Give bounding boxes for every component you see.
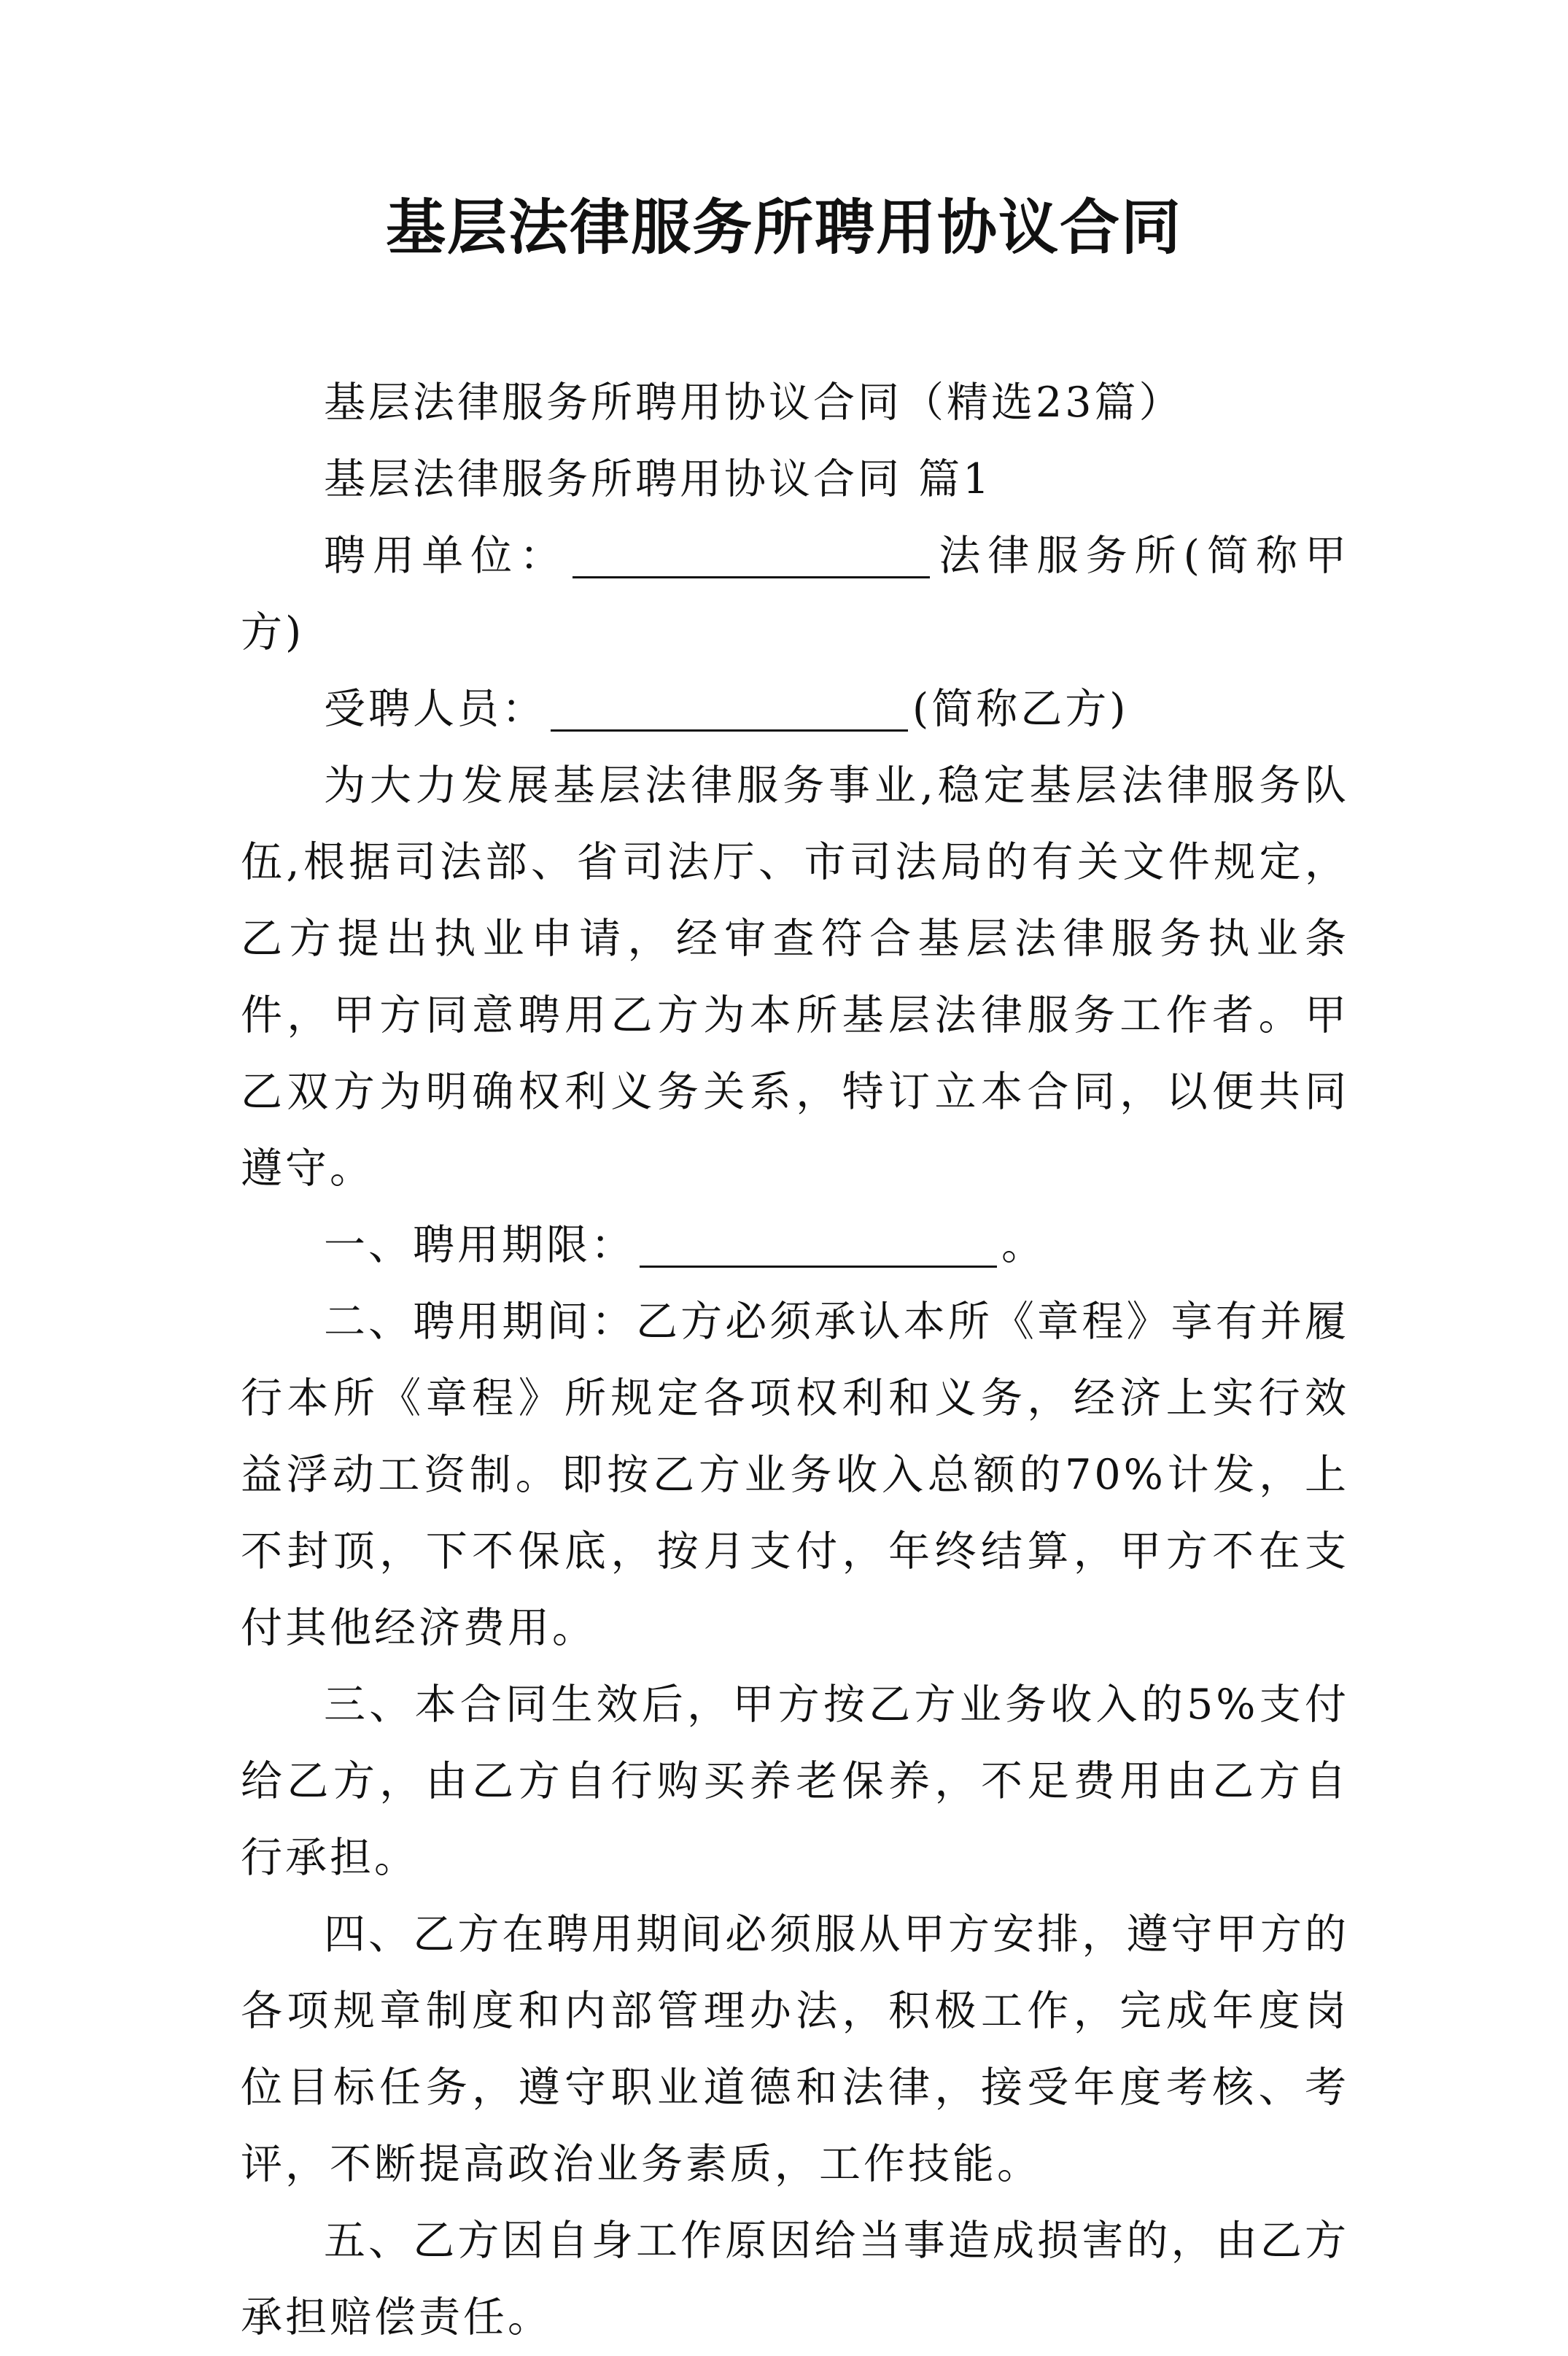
employer-label: 聘用单位： <box>324 532 569 580</box>
document-title: 基层法律服务所聘用协议合同 <box>385 193 1182 263</box>
employee-line <box>241 671 1349 748</box>
section-heading: 基层法律服务所聘用协议合同 篇1 <box>324 455 993 503</box>
intro-paragraph: 为大力发展基层法律服务事业,稳定基层法律服务队伍,根据司法部、省司法厅、市司法局的有关文件规定，乙方提出执业申请，经审查符合基层法律服务执业条件，甲方同意聘用乙方为本所基层法律服务工作者。甲乙双方为明确权利义务关系，特订立本合同，以便共同遵守。 <box>241 762 1349 1193</box>
employer-blank <box>573 532 930 578</box>
term-blank <box>640 1222 997 1268</box>
clause-4: 四、乙方在聘用期间必须服从甲方安排，遵守甲方的各项规章制度和内部管理办法，积极工作，完成年度岗位目标任务，遵守职业道德和法律，接受年度考核、考评，不断提高政治业务素质，工作技能。 <box>241 1910 1349 2188</box>
clause-2: 二、聘用期间：乙方必须承认本所《章程》享有并履行本所《章程》所规定各项权利和义务，经济上实行效益浮动工资制。即按乙方业务收入总额的70%计发，上不封顶，下不保底，按月支付，年终结算，甲方不在支付其他经济费用。 <box>241 1298 1349 1652</box>
term-label: 一、聘用期限： <box>324 1221 635 1269</box>
employer-suffix: 法律服务所(简称甲方) <box>241 532 1350 656</box>
employee-suffix: (简称乙方) <box>912 685 1129 733</box>
subtitle: 基层法律服务所聘用协议合同（精选23篇） <box>324 379 1184 427</box>
term-line <box>241 1207 1349 1284</box>
employee-label: 受聘人员： <box>324 685 546 733</box>
document-body <box>241 365 1349 2356</box>
employee-blank <box>551 686 908 732</box>
clause-5: 五、乙方因自身工作原因给当事造成损害的，由乙方承担赔偿责任。 <box>241 2217 1349 2341</box>
employer-line <box>241 518 1349 671</box>
term-suffix: 。 <box>1001 1221 1046 1269</box>
clause-3: 三、本合同生效后，甲方按乙方业务收入的5%支付给乙方，由乙方自行购买养老保养，不足费用由乙方自行承担。 <box>241 1681 1349 1882</box>
